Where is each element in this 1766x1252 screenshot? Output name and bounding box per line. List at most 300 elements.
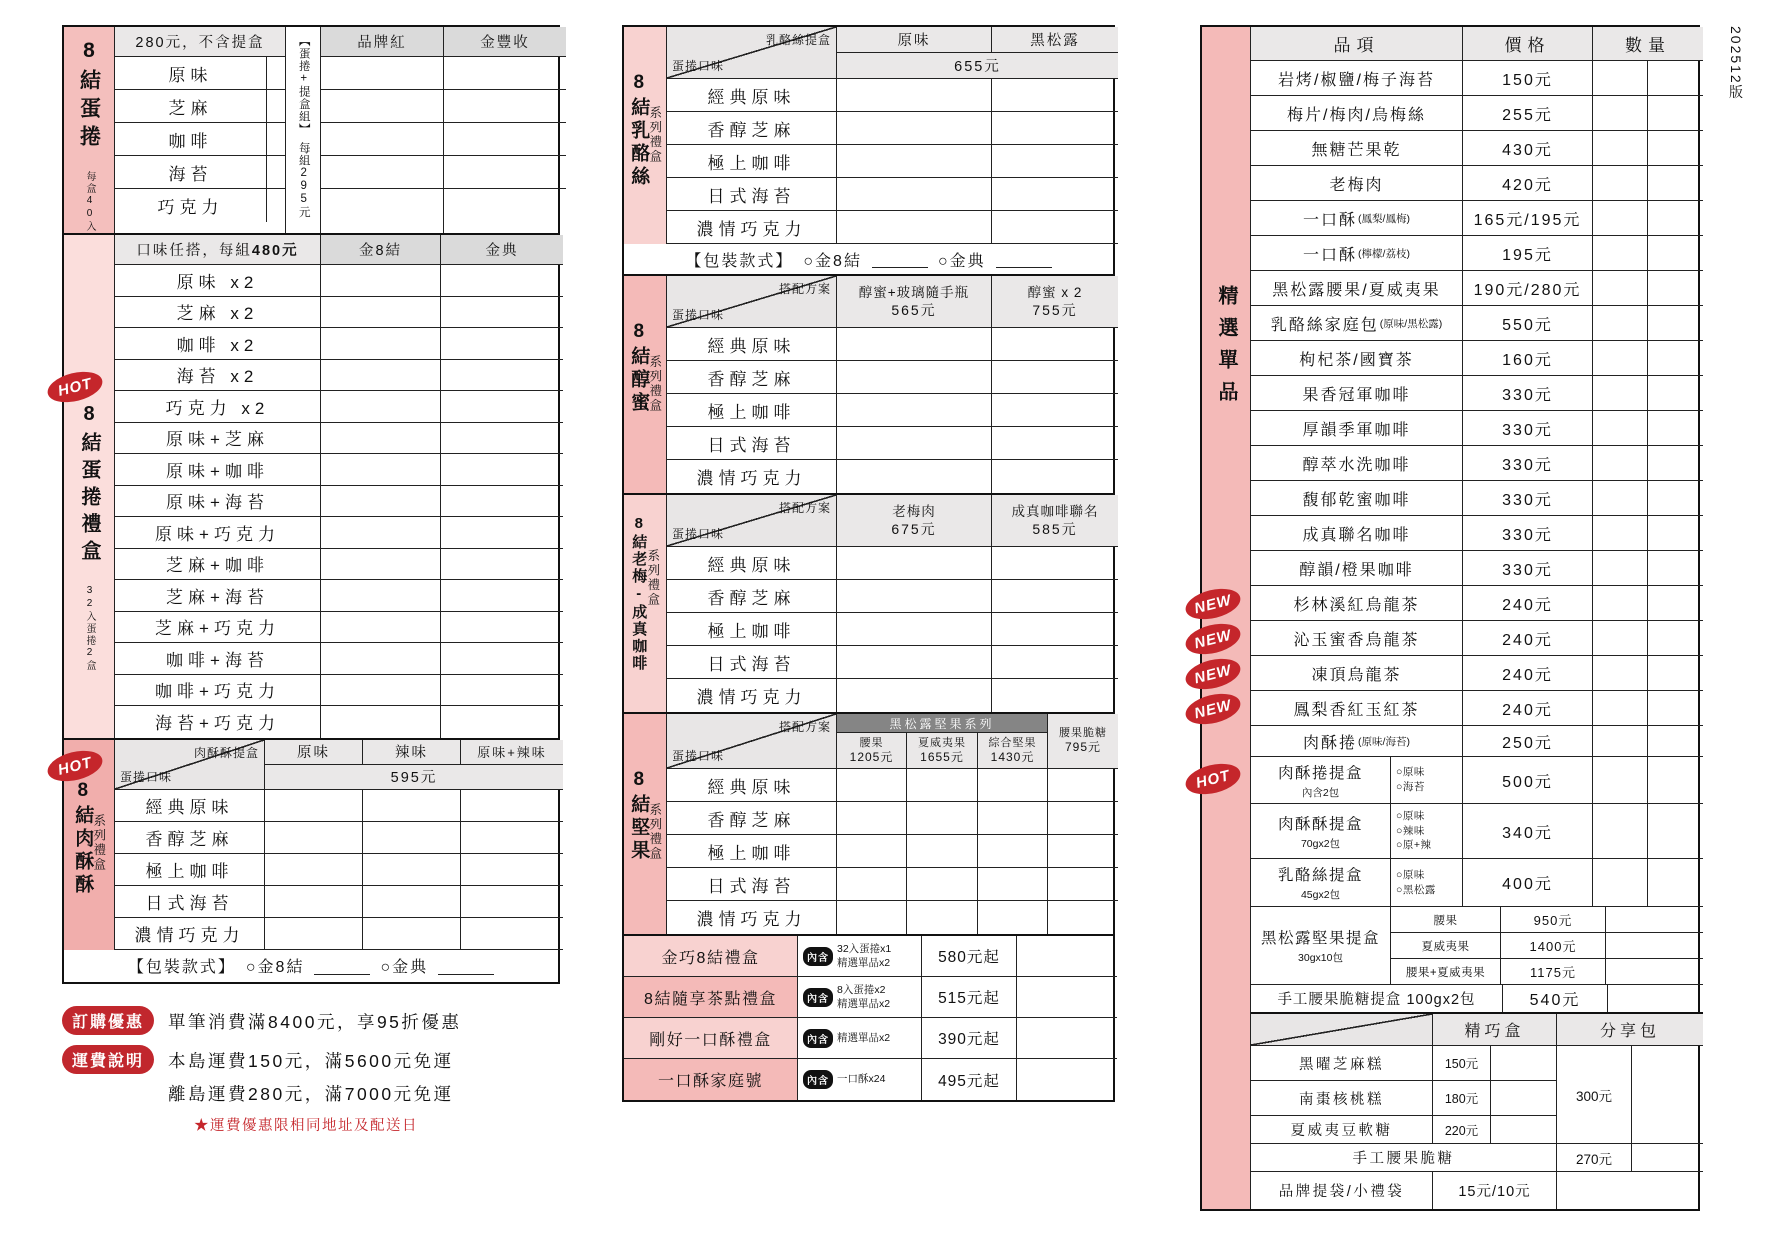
flavor-label: 極上咖啡 — [115, 854, 265, 886]
giftbox-row — [115, 549, 563, 581]
qty-cell[interactable] — [1632, 1144, 1703, 1172]
qty-cell[interactable] — [441, 328, 563, 360]
contains-lines — [837, 983, 890, 1011]
qty-cell[interactable] — [321, 486, 441, 518]
qty-cell[interactable] — [321, 360, 441, 392]
shipping-restriction-note: ★運費優惠限相同地址及配送日 — [194, 1117, 419, 1134]
qty-cell[interactable] — [1593, 859, 1648, 907]
qty-cell[interactable] — [992, 613, 1118, 646]
qty-cell[interactable] — [461, 790, 563, 822]
qty-cell[interactable] — [1648, 201, 1703, 236]
qty-cell[interactable] — [992, 178, 1118, 211]
item-name — [1251, 306, 1463, 341]
qty-cell[interactable] — [837, 427, 992, 460]
combo-set-price: 每組295元 — [297, 141, 310, 218]
item-name-sub: (鳳梨/鳳梅) — [1358, 212, 1410, 225]
sweet-row — [1251, 1081, 1557, 1116]
qty-cell[interactable] — [321, 123, 443, 156]
qty-cell[interactable] — [1648, 516, 1703, 551]
qty-cell[interactable] — [321, 297, 441, 329]
qty-cell[interactable] — [461, 886, 563, 918]
flavor-row — [115, 918, 563, 950]
gift-name: 8結隨享茶點禮盒 — [624, 977, 798, 1018]
qty-cell[interactable] — [992, 679, 1118, 712]
combo-label: 芝麻+海苔 — [115, 580, 321, 612]
qty-cell[interactable] — [1593, 446, 1648, 481]
qty-cell[interactable] — [1593, 726, 1648, 757]
option-choice[interactable]: ○黑松露 — [1396, 883, 1436, 896]
flavor-row — [667, 835, 1118, 868]
item-name: 手工腰果脆糖提盒 100gx2包 — [1251, 985, 1503, 1012]
combo-gift-row — [624, 936, 1113, 977]
qty-cell[interactable] — [363, 822, 461, 854]
qty-cell[interactable] — [1648, 757, 1703, 804]
contains-line: 精選單品x2 — [837, 1031, 891, 1044]
qty-cell[interactable] — [441, 265, 563, 297]
sidebar-subtitle: 系列禮盒 — [647, 106, 662, 164]
item-name-text: 梅片/梅肉/烏梅絲 — [1287, 106, 1426, 124]
qty-cell[interactable] — [1017, 1018, 1117, 1059]
item-name-text: 黑松露堅果提盒 — [1260, 930, 1380, 947]
qty-cell[interactable] — [444, 189, 566, 222]
qty-cell[interactable] — [441, 486, 563, 518]
flavor-row — [115, 189, 285, 222]
option-choice[interactable]: ○原味 — [1396, 766, 1425, 779]
packaging-option-goldclassic[interactable]: ○金典 — [380, 959, 429, 976]
nut-box-row — [1251, 907, 1703, 985]
section-cheese-strips-giftbox — [622, 25, 1115, 276]
qty-cell[interactable] — [267, 189, 285, 222]
mix-match-header — [115, 235, 321, 265]
qty-cell[interactable] — [837, 460, 992, 493]
qty-cell[interactable] — [1606, 959, 1703, 985]
qty-cell[interactable] — [837, 769, 907, 802]
contains-line: 精選單品x2 — [837, 998, 891, 1010]
qty-cell[interactable] — [363, 854, 461, 886]
option-choice[interactable]: ○原+辣 — [1396, 839, 1432, 852]
qty-cell[interactable] — [267, 156, 285, 189]
qty-cell[interactable] — [907, 868, 978, 901]
price-cell: 330元 — [1463, 411, 1593, 446]
qty-cell[interactable] — [441, 643, 563, 675]
qty-cell[interactable] — [1593, 481, 1648, 516]
flavor-row — [667, 79, 1118, 112]
nut-variant-row — [1391, 959, 1703, 985]
qty-cell[interactable] — [1593, 804, 1648, 859]
qty-cell[interactable] — [1593, 166, 1648, 201]
item-row — [1251, 271, 1703, 306]
option-choice[interactable]: ○辣味 — [1396, 824, 1425, 837]
flavor-label: 極上咖啡 — [667, 835, 837, 868]
qty-cell[interactable] — [837, 211, 992, 244]
qty-cell[interactable] — [1648, 481, 1703, 516]
qty-cell[interactable] — [441, 391, 563, 423]
qty-cell[interactable] — [1491, 1116, 1557, 1144]
diagonal-header — [667, 714, 837, 769]
qty-cell[interactable] — [441, 360, 563, 392]
qty-cell[interactable] — [1017, 1059, 1117, 1100]
variant-label: 腰果 — [1391, 907, 1501, 933]
flavor-label: 經典原味 — [667, 328, 837, 361]
sidebar-title: 8結蛋捲禮盒 — [78, 403, 100, 567]
qty-cell[interactable] — [1608, 985, 1703, 1012]
qty-cell[interactable] — [461, 822, 563, 854]
flavor-label: 香醇芝麻 — [667, 112, 837, 145]
qty-cell[interactable] — [444, 90, 566, 123]
qty-cell[interactable] — [1048, 802, 1118, 835]
col-header-mixed-nuts: 綜合堅果 1430元 — [978, 733, 1048, 769]
item-name-sub: 45gx2包 — [1300, 889, 1341, 901]
qty-cell[interactable] — [1648, 61, 1703, 96]
fill-blank[interactable] — [314, 957, 370, 975]
flavor-label: 海苔 — [115, 156, 267, 189]
qty-cell[interactable] — [837, 868, 907, 901]
qty-cell[interactable] — [461, 854, 563, 886]
qty-cell[interactable] — [837, 580, 992, 613]
qty-cell[interactable] — [441, 580, 563, 612]
qty-cell[interactable] — [321, 90, 443, 123]
qty-cell[interactable] — [321, 454, 441, 486]
giftbox-row — [115, 391, 563, 423]
qty-cell[interactable] — [1593, 411, 1648, 446]
qty-cell[interactable] — [992, 580, 1118, 613]
qty-cell[interactable] — [978, 901, 1048, 934]
variant-label: 腰果+夏威夷果 — [1391, 959, 1501, 985]
qty-cell[interactable] — [265, 854, 363, 886]
packaging-option-goldclassic[interactable]: ○金典 — [937, 252, 986, 270]
qty-cell[interactable] — [837, 613, 992, 646]
packaging-option-gold8[interactable]: ○金8結 — [245, 959, 305, 976]
qty-cell[interactable] — [441, 675, 563, 707]
col-header-brand-red: 品牌紅 — [321, 27, 443, 57]
qty-cell[interactable] — [1648, 341, 1703, 376]
qty-cell[interactable] — [992, 112, 1118, 145]
new-badge: NEW — [1182, 654, 1243, 695]
qty-cell[interactable] — [1557, 1172, 1703, 1209]
packaging-option-gold8[interactable]: ○金8結 — [803, 252, 862, 270]
contains-badge: 內含 — [803, 988, 833, 1007]
qty-cell[interactable] — [321, 391, 441, 423]
qty-cell[interactable] — [1648, 271, 1703, 306]
diag-bottom-label: 蛋捲口味 — [120, 769, 173, 784]
qty-cell[interactable] — [1648, 236, 1703, 271]
qty-cell[interactable] — [363, 918, 461, 950]
option-choice[interactable]: ○原味 — [1396, 868, 1425, 881]
qty-cell[interactable] — [441, 297, 563, 329]
qty-cell[interactable] — [1017, 936, 1117, 977]
qty-cell[interactable] — [1648, 166, 1703, 201]
qty-cell[interactable] — [837, 361, 992, 394]
col-header-plum — [837, 495, 992, 547]
qty-cell[interactable] — [1048, 835, 1118, 868]
qty-cell[interactable] — [1593, 376, 1648, 411]
qty-cell[interactable] — [321, 328, 441, 360]
contains-line: 32入蛋捲x1 — [837, 942, 892, 955]
qty-cell[interactable] — [992, 460, 1118, 493]
qty-cell[interactable] — [321, 612, 441, 644]
flavor-label: 濃情巧克力 — [667, 460, 837, 493]
qty-cell[interactable] — [1491, 1046, 1557, 1081]
option-row — [1251, 804, 1703, 859]
flavor-row — [115, 156, 285, 189]
qty-cell[interactable] — [1593, 551, 1648, 586]
qty-cell[interactable] — [1648, 376, 1703, 411]
new-badge: NEW — [1182, 584, 1243, 625]
qty-cell[interactable] — [978, 835, 1048, 868]
qty-cell[interactable] — [265, 886, 363, 918]
contains-line: 精選單品x2 — [837, 957, 891, 969]
item-row — [1251, 96, 1703, 131]
qty-cell[interactable] — [837, 328, 992, 361]
option-choice[interactable]: ○原味 — [1396, 809, 1425, 822]
qty-cell[interactable] — [265, 790, 363, 822]
qty-cell[interactable] — [1017, 977, 1117, 1018]
order-discount-badge: 訂購優惠 — [62, 1006, 154, 1035]
qty-cell[interactable] — [444, 156, 566, 189]
qty-cell[interactable] — [992, 328, 1118, 361]
qty-cell[interactable] — [444, 123, 566, 156]
item-name-text: 一口酥 — [1303, 211, 1358, 229]
flavor-label: 極上咖啡 — [667, 145, 837, 178]
qty-cell[interactable] — [1593, 516, 1648, 551]
qty-cell[interactable] — [1648, 621, 1703, 656]
item-name-text: 沁玉蜜香烏龍茶 — [1293, 631, 1420, 649]
qty-cell[interactable] — [837, 112, 992, 145]
qty-cell[interactable] — [1593, 306, 1648, 341]
qty-cell[interactable] — [1593, 341, 1648, 376]
fill-blank[interactable] — [996, 250, 1052, 268]
qty-cell[interactable] — [1593, 621, 1648, 656]
item-name-sub: 70gx2包 — [1300, 837, 1341, 850]
qty-cell[interactable] — [1648, 411, 1703, 446]
qty-cell[interactable] — [837, 835, 907, 868]
combo-set-column — [286, 27, 321, 233]
qty-cell[interactable] — [907, 802, 978, 835]
qty-cell[interactable] — [267, 123, 285, 156]
sidebar-cheese-strips — [624, 27, 667, 244]
qty-cell[interactable] — [1648, 804, 1703, 859]
version-label: 202512版 — [1728, 26, 1744, 101]
qty-cell[interactable] — [321, 189, 443, 222]
qty-cell[interactable] — [1648, 96, 1703, 131]
qty-cell[interactable] — [992, 646, 1118, 679]
qty-cell[interactable] — [1606, 907, 1703, 933]
price-cell: 400元 — [1463, 859, 1593, 907]
qty-cell[interactable] — [321, 57, 443, 90]
qty-cell[interactable] — [1048, 769, 1118, 802]
qty-cell[interactable] — [1606, 933, 1703, 959]
combo-name: 成真咖啡聯名 — [1011, 503, 1099, 519]
qty-cell[interactable] — [441, 549, 563, 581]
flavor-label: 日式海苔 — [667, 868, 837, 901]
qty-cell[interactable] — [992, 211, 1118, 244]
qty-cell[interactable] — [992, 427, 1118, 460]
sidebar-title: 8結醇蜜 — [628, 321, 650, 415]
qty-cell[interactable] — [992, 79, 1118, 112]
price-cell: 330元 — [1463, 551, 1593, 586]
qty-cell[interactable] — [978, 868, 1048, 901]
flavor-row — [115, 790, 563, 822]
fill-blank[interactable] — [872, 250, 928, 268]
qty-cell[interactable] — [441, 517, 563, 549]
diagonal-header — [667, 27, 837, 79]
qty-cell[interactable] — [1648, 691, 1703, 726]
sidebar-plum-coffee — [624, 495, 667, 712]
qty-cell[interactable] — [992, 361, 1118, 394]
item-row — [1251, 61, 1703, 96]
qty-cell[interactable] — [1648, 859, 1703, 907]
combo-price: 565元 — [891, 302, 937, 319]
qty-cell[interactable] — [1593, 236, 1648, 271]
qty-cell[interactable] — [1648, 656, 1703, 691]
qty-cell[interactable] — [1491, 1081, 1557, 1116]
qty-cell[interactable] — [1593, 61, 1648, 96]
sidebar-title: 8結堅果 — [628, 769, 650, 863]
qty-cell[interactable] — [265, 822, 363, 854]
qty-cell[interactable] — [1593, 131, 1648, 166]
price-cell: 240元 — [1463, 621, 1593, 656]
new-badge: NEW — [1182, 689, 1243, 730]
item-name — [1251, 481, 1463, 516]
combo-gift-row — [624, 977, 1113, 1018]
qty-cell[interactable] — [1593, 586, 1648, 621]
price-cell: 180元 — [1433, 1081, 1491, 1116]
price-cell: 495元起 — [922, 1059, 1017, 1100]
item-name-sub: (檸檬/荔枝) — [1358, 247, 1410, 260]
shipping-line-1: 本島運費150元，滿5600元免運 — [168, 1050, 454, 1071]
section-nut-giftbox — [622, 712, 1115, 936]
col-header-gold8: 金8結 — [321, 235, 441, 265]
qty-cell[interactable] — [1048, 868, 1118, 901]
flavor-label: 香醇芝麻 — [667, 580, 837, 613]
qty-cell[interactable] — [837, 79, 992, 112]
qty-cell[interactable] — [1648, 131, 1703, 166]
qty-cell[interactable] — [992, 145, 1118, 178]
item-row — [1251, 201, 1703, 236]
qty-cell[interactable] — [1648, 551, 1703, 586]
qty-cell[interactable] — [321, 675, 441, 707]
qty-cell[interactable] — [1048, 901, 1118, 934]
qty-cell[interactable] — [321, 549, 441, 581]
qty-cell[interactable] — [837, 802, 907, 835]
shipping-badge: 運費說明 — [62, 1045, 154, 1074]
flavor-row — [115, 886, 563, 918]
item-row — [1251, 551, 1703, 586]
qty-cell[interactable] — [837, 178, 992, 211]
section-honey-giftbox — [622, 274, 1115, 495]
price-cell: 160元 — [1463, 341, 1593, 376]
qty-cell[interactable] — [321, 423, 441, 455]
qty-cell[interactable] — [441, 612, 563, 644]
contains-cell — [798, 977, 922, 1018]
qty-cell[interactable] — [321, 265, 441, 297]
col-header-original: 原味 — [837, 27, 992, 53]
qty-cell[interactable] — [363, 790, 461, 822]
hot-badge: HOT — [44, 745, 105, 786]
item-name — [1251, 859, 1391, 907]
qty-cell[interactable] — [907, 901, 978, 934]
contains-line: 8入蛋捲x2 — [837, 983, 886, 996]
flavor-row — [115, 854, 563, 886]
right-column — [1192, 25, 1700, 1211]
item-row — [1251, 691, 1703, 726]
cashew-box-row — [1251, 985, 1703, 1012]
qty-cell[interactable] — [461, 918, 563, 950]
item-name — [1251, 656, 1463, 691]
section-egg-rolls — [62, 25, 560, 235]
giftbox-row — [115, 328, 563, 360]
qty-cell[interactable] — [441, 706, 563, 738]
qty-cell[interactable] — [267, 90, 285, 123]
qty-cell[interactable] — [837, 679, 992, 712]
qty-cell[interactable] — [837, 901, 907, 934]
flavor-label: 經典原味 — [667, 79, 837, 112]
qty-cell[interactable] — [907, 835, 978, 868]
qty-cell[interactable] — [363, 886, 461, 918]
qty-cell[interactable] — [321, 156, 443, 189]
price-cell: 330元 — [1463, 481, 1593, 516]
qty-cell[interactable] — [1648, 586, 1703, 621]
flavor-row — [667, 613, 1118, 646]
qty-cell[interactable] — [1632, 1046, 1703, 1144]
qty-cell[interactable] — [978, 802, 1048, 835]
qty-cell[interactable] — [321, 580, 441, 612]
qty-cell[interactable] — [992, 547, 1118, 580]
hot-badge: HOT — [1182, 759, 1243, 800]
qty-cell[interactable] — [444, 57, 566, 90]
qty-cell[interactable] — [441, 454, 563, 486]
item-name-text: 肉酥捲提盒 — [1277, 764, 1363, 782]
qty-cell[interactable] — [837, 646, 992, 679]
fill-blank[interactable] — [438, 957, 494, 975]
option-choice[interactable]: ○海苔 — [1396, 781, 1425, 793]
qty-cell[interactable] — [837, 394, 992, 427]
contains-cell — [798, 936, 922, 977]
contains-cell — [798, 1059, 922, 1100]
qty-cell[interactable] — [1593, 96, 1648, 131]
item-name-sub: 30gx10包 — [1298, 952, 1343, 964]
qty-cell[interactable] — [1648, 446, 1703, 481]
qty-cell[interactable] — [1593, 757, 1648, 804]
qty-cell[interactable] — [265, 918, 363, 950]
qty-cell[interactable] — [837, 547, 992, 580]
qty-cell[interactable] — [1593, 201, 1648, 236]
qty-cell[interactable] — [321, 643, 441, 675]
qty-cell[interactable] — [1648, 726, 1703, 757]
qty-cell[interactable] — [1593, 271, 1648, 306]
qty-cell[interactable] — [1648, 306, 1703, 341]
qty-cell[interactable] — [1593, 656, 1648, 691]
price-cell: 515元起 — [922, 977, 1017, 1018]
price-cell: 250元 — [1463, 726, 1593, 757]
price-cell: 240元 — [1463, 586, 1593, 621]
qty-cell[interactable] — [321, 517, 441, 549]
combo-label: 咖啡+海苔 — [115, 643, 321, 675]
item-name-text: 老梅肉 — [1329, 176, 1384, 194]
cashew-brittle-row — [1251, 1144, 1703, 1172]
qty-cell[interactable] — [441, 423, 563, 455]
qty-cell[interactable] — [992, 394, 1118, 427]
qty-cell[interactable] — [321, 706, 441, 738]
item-name-text: 黑松露腰果/夏威夷果 — [1272, 281, 1441, 299]
qty-cell[interactable] — [1593, 691, 1648, 726]
qty-cell[interactable] — [978, 769, 1048, 802]
qty-cell[interactable] — [837, 145, 992, 178]
qty-cell[interactable] — [907, 769, 978, 802]
qty-cell[interactable] — [267, 57, 285, 90]
flavor-row — [667, 178, 1118, 211]
contains-lines — [837, 1072, 885, 1086]
